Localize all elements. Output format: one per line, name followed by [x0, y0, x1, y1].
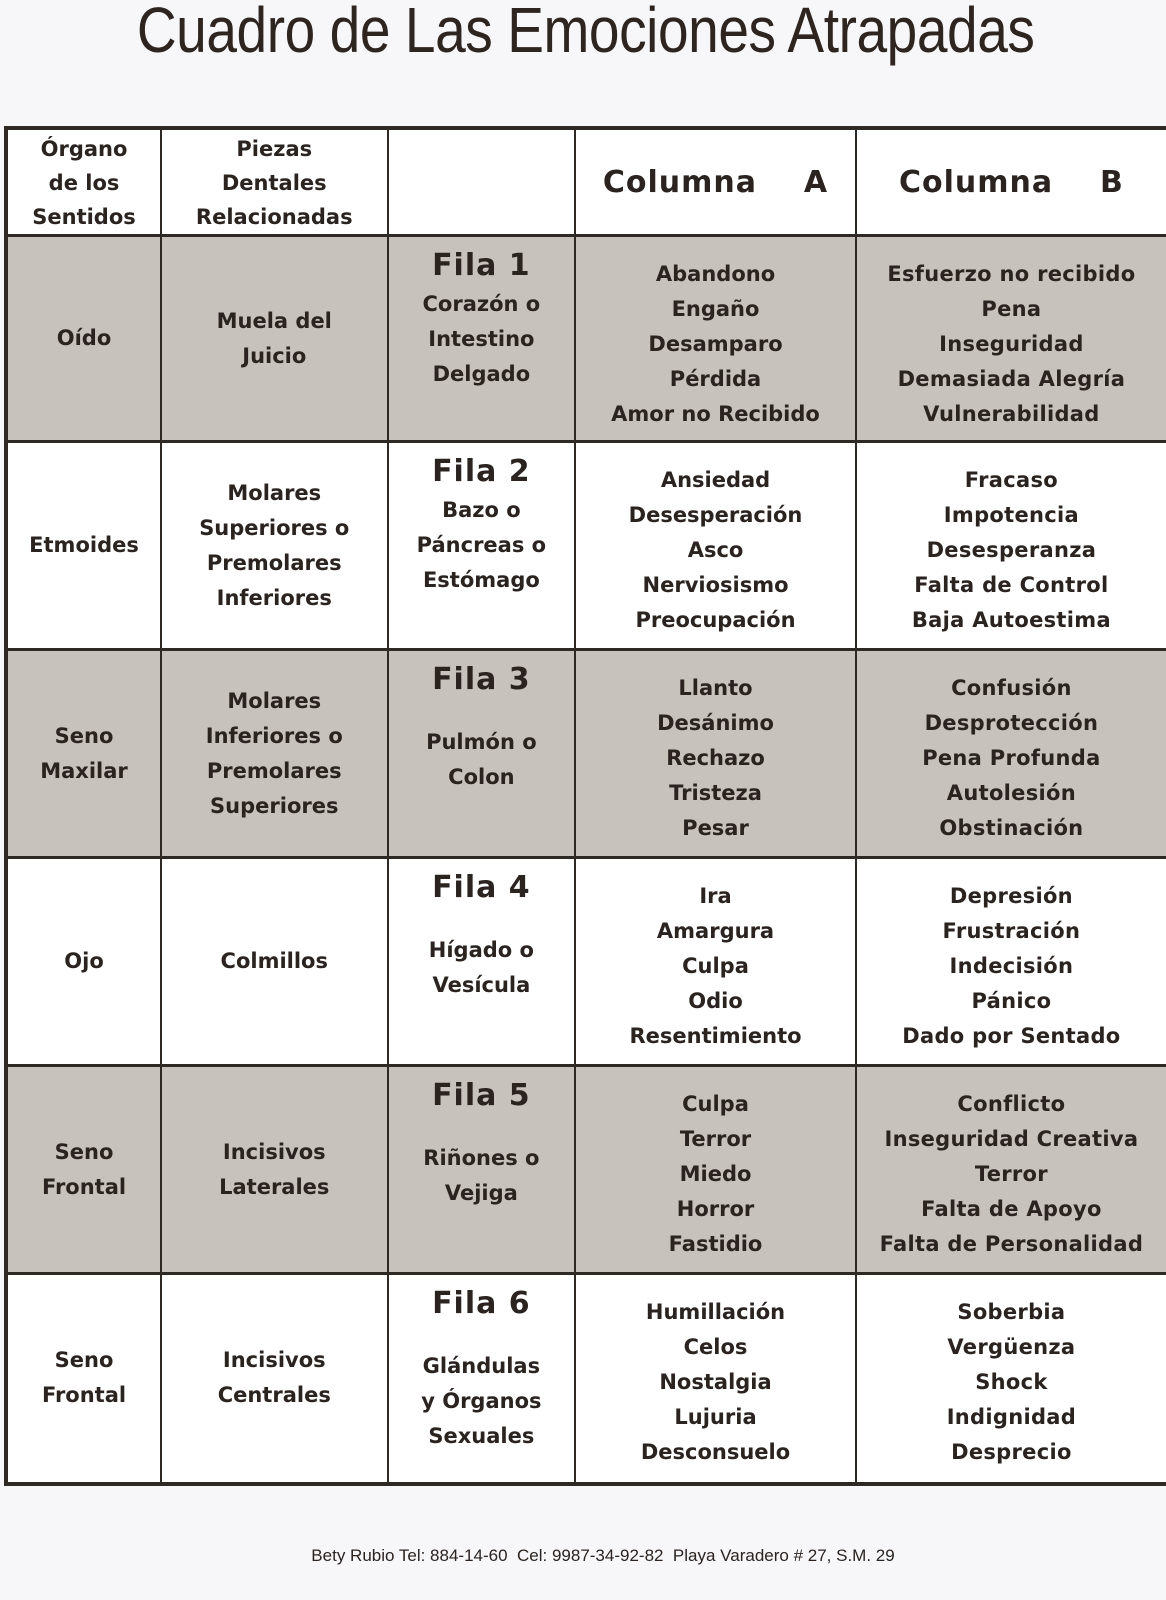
body-organ-line: Sexuales [428, 1424, 535, 1448]
dental-pieces-cell [161, 236, 387, 442]
column-a-cell [575, 650, 856, 858]
emotion-item: Celos [683, 1335, 748, 1359]
emotion-item: Indecisión [949, 954, 1074, 978]
fila-title: Fila 2 [432, 454, 531, 489]
sense-organ-line: Maxilar [40, 758, 128, 783]
dental-pieces-line: Juicio [242, 343, 307, 368]
emotion-item: Pena Profunda [922, 746, 1101, 770]
emotion-item: Desánimo [657, 711, 774, 735]
header-row [8, 130, 1166, 236]
sense-organ-line: Frontal [41, 1383, 127, 1408]
dental-pieces-line: Centrales [217, 1383, 331, 1408]
sense-organ-line: Frontal [41, 1174, 127, 1199]
body-organ-line: Hígado o [428, 938, 534, 962]
header-organ-line: Sentidos [32, 205, 136, 229]
header-organ-cell [8, 130, 161, 236]
emotion-item: Desesperación [628, 503, 803, 527]
emotion-item: Desesperanza [926, 538, 1097, 562]
body-organ-line: Vejiga [444, 1181, 518, 1205]
emotion-item: Miedo [679, 1162, 752, 1186]
emotion-item: Preocupación [635, 608, 796, 632]
emotion-item: Confusión [951, 676, 1072, 700]
emotion-item: Tristeza [669, 781, 762, 805]
dental-pieces-cell [161, 1066, 387, 1274]
sense-organ-cell [8, 236, 161, 442]
header-teeth-line: Relacionadas [195, 205, 353, 229]
column-a-cell [575, 858, 856, 1066]
emotion-item: Lujuria [674, 1405, 757, 1429]
sense-organ-line: Ojo [64, 949, 104, 973]
emotion-item: Fracaso [964, 468, 1058, 492]
emotion-item: Obstinación [939, 816, 1084, 840]
header-column-a: Columna A [575, 130, 856, 236]
sense-organ-line: Seno [54, 1139, 114, 1164]
footer-contact: Bety Rubio Tel: 884-14-60 Cel: 9987-34-92-82 Playa Varadero # 27, S.M. 29 [311, 1546, 895, 1565]
header-blank-cell [388, 130, 576, 236]
table-row [8, 1066, 1166, 1274]
fila-title: Fila 1 [432, 248, 531, 283]
dental-pieces-line: Molares [227, 480, 322, 505]
emotion-item: Demasiada Alegría [897, 367, 1126, 391]
column-b-cell [856, 650, 1166, 858]
emotion-item: Inseguridad Creativa [884, 1127, 1139, 1151]
body-organ-line: Corazón o [422, 292, 541, 316]
body-organ-line: Intestino [428, 327, 535, 351]
emotion-item: Nerviosismo [642, 573, 789, 597]
emotion-item: Esfuerzo no recibido [887, 262, 1136, 286]
emotion-item: Ira [699, 884, 732, 908]
emotion-item: Amargura [656, 919, 775, 943]
sense-organ-cell [8, 1066, 161, 1274]
body-organ-line: Riñones o [423, 1146, 540, 1170]
emotion-item: Shock [975, 1370, 1048, 1394]
emotion-item: Falta de Apoyo [921, 1197, 1102, 1221]
dental-pieces-cell [161, 858, 387, 1066]
emotion-item: Llanto [678, 676, 753, 700]
fila-cell [388, 442, 576, 650]
emotion-item: Desconsuelo [640, 1440, 791, 1464]
emotion-item: Fastidio [668, 1232, 763, 1256]
emotion-item: Frustración [942, 919, 1081, 943]
body-organ-line: Páncreas o [416, 533, 547, 557]
header-organ-line: de los [48, 171, 120, 195]
emotion-item: Inseguridad [939, 332, 1084, 356]
dental-pieces-line: Muela del [216, 308, 332, 333]
emotion-item: Desprotección [924, 711, 1099, 735]
page-title: Cuadro de Las Emociones Atrapadas [136, 0, 1035, 66]
emotion-item: Depresión [949, 884, 1073, 908]
table-row [8, 236, 1166, 442]
emotion-item: Culpa [682, 954, 749, 978]
dental-pieces-line: Inferiores o [205, 723, 343, 748]
sense-organ-cell [8, 858, 161, 1066]
header-teeth-line: Piezas [236, 137, 313, 161]
emotion-item: Nostalgia [659, 1370, 772, 1394]
sense-organ-cell [8, 650, 161, 858]
emotion-chart-table [4, 126, 1166, 1486]
body-organ-line: y Órganos [421, 1389, 542, 1413]
dental-pieces-line: Laterales [219, 1174, 330, 1199]
emotion-item: Impotencia [943, 503, 1079, 527]
emotion-item: Ansiedad [660, 468, 771, 492]
header-teeth-cell [161, 130, 387, 236]
header-column-b: Columna B [856, 130, 1166, 236]
emotion-item: Dado por Sentado [902, 1024, 1121, 1048]
dental-pieces-cell [161, 442, 387, 650]
fila-cell [388, 1274, 576, 1482]
emotion-item: Vulnerabilidad [923, 402, 1100, 426]
column-b-cell [856, 1274, 1166, 1482]
fila-cell [388, 236, 576, 442]
emotion-item: Humillación [645, 1300, 786, 1324]
sense-organ-line: Etmoides [29, 533, 139, 557]
body-organ-line: Glándulas [422, 1354, 541, 1378]
sense-organ-cell [8, 442, 161, 650]
body-organ-line: Bazo o [442, 498, 521, 522]
dental-pieces-line: Inferiores [216, 585, 332, 610]
emotion-item: Desprecio [951, 1440, 1072, 1464]
emotion-item: Indignidad [946, 1405, 1077, 1429]
dental-pieces-line: Incisivos [222, 1348, 326, 1373]
emotion-item: Resentimiento [629, 1024, 802, 1048]
emotion-item: Pánico [971, 989, 1052, 1013]
dental-pieces-cell [161, 1274, 387, 1482]
body-organ-line: Colon [448, 765, 515, 789]
emotion-item: Pena [981, 297, 1042, 321]
dental-pieces-line: Superiores [210, 793, 339, 818]
emotion-item: Falta de Personalidad [879, 1232, 1144, 1256]
table-row [8, 442, 1166, 650]
column-a-cell [575, 1066, 856, 1274]
body-organ-line: Pulmón o [426, 730, 537, 754]
emotion-item: Terror [974, 1162, 1048, 1186]
emotion-item: Falta de Control [914, 573, 1109, 597]
column-a-cell [575, 442, 856, 650]
column-b-cell [856, 236, 1166, 442]
emotion-item: Conflicto [957, 1092, 1066, 1116]
emotion-item: Asco [687, 538, 744, 562]
column-b-cell [856, 858, 1166, 1066]
emotion-item: Horror [676, 1197, 755, 1221]
header-teeth-line: Dentales [221, 171, 327, 195]
fila-cell [388, 858, 576, 1066]
sense-organ-line: Oído [56, 326, 112, 350]
fila-cell [388, 650, 576, 858]
fila-title: Fila 4 [432, 870, 531, 905]
emotion-item: Pérdida [669, 367, 762, 391]
emotion-item: Vergüenza [947, 1335, 1076, 1359]
emotion-item: Terror [679, 1127, 752, 1151]
fila-title: Fila 6 [432, 1286, 531, 1321]
table-row [8, 650, 1166, 858]
dental-pieces-line: Incisivos [222, 1139, 326, 1164]
column-b-cell [856, 442, 1166, 650]
emotion-item: Engaño [671, 297, 760, 321]
column-a-cell [575, 236, 856, 442]
fila-title: Fila 5 [432, 1078, 531, 1113]
body-organ-line: Estómago [422, 568, 540, 592]
emotion-item: Abandono [655, 262, 776, 286]
table-row [8, 858, 1166, 1066]
fila-title: Fila 3 [432, 662, 531, 697]
column-b-cell [856, 1066, 1166, 1274]
emotion-item: Soberbia [957, 1300, 1066, 1324]
emotion-item: Odio [688, 989, 743, 1013]
dental-pieces-line: Molares [227, 688, 322, 713]
body-organ-line: Delgado [432, 362, 531, 386]
emotion-item: Culpa [682, 1092, 749, 1116]
sense-organ-line: Seno [54, 1348, 114, 1373]
column-a-cell [575, 1274, 856, 1482]
emotion-item: Amor no Recibido [611, 402, 820, 426]
dental-pieces-line: Superiores o [199, 515, 350, 540]
header-organ-line: Órgano [40, 137, 128, 161]
table-row [8, 1274, 1166, 1482]
dental-pieces-line: Colmillos [220, 949, 328, 973]
dental-pieces-line: Premolares [206, 550, 342, 575]
emotion-item: Desamparo [648, 332, 783, 356]
sense-organ-line: Seno [54, 723, 114, 748]
dental-pieces-cell [161, 650, 387, 858]
emotion-item: Pesar [682, 816, 749, 840]
sense-organ-cell [8, 1274, 161, 1482]
emotion-item: Baja Autoestima [911, 608, 1111, 632]
fila-cell [388, 1066, 576, 1274]
dental-pieces-line: Premolares [206, 758, 342, 783]
body-organ-line: Vesícula [432, 973, 531, 997]
emotion-item: Autolesión [946, 781, 1076, 805]
emotion-item: Rechazo [666, 746, 765, 770]
